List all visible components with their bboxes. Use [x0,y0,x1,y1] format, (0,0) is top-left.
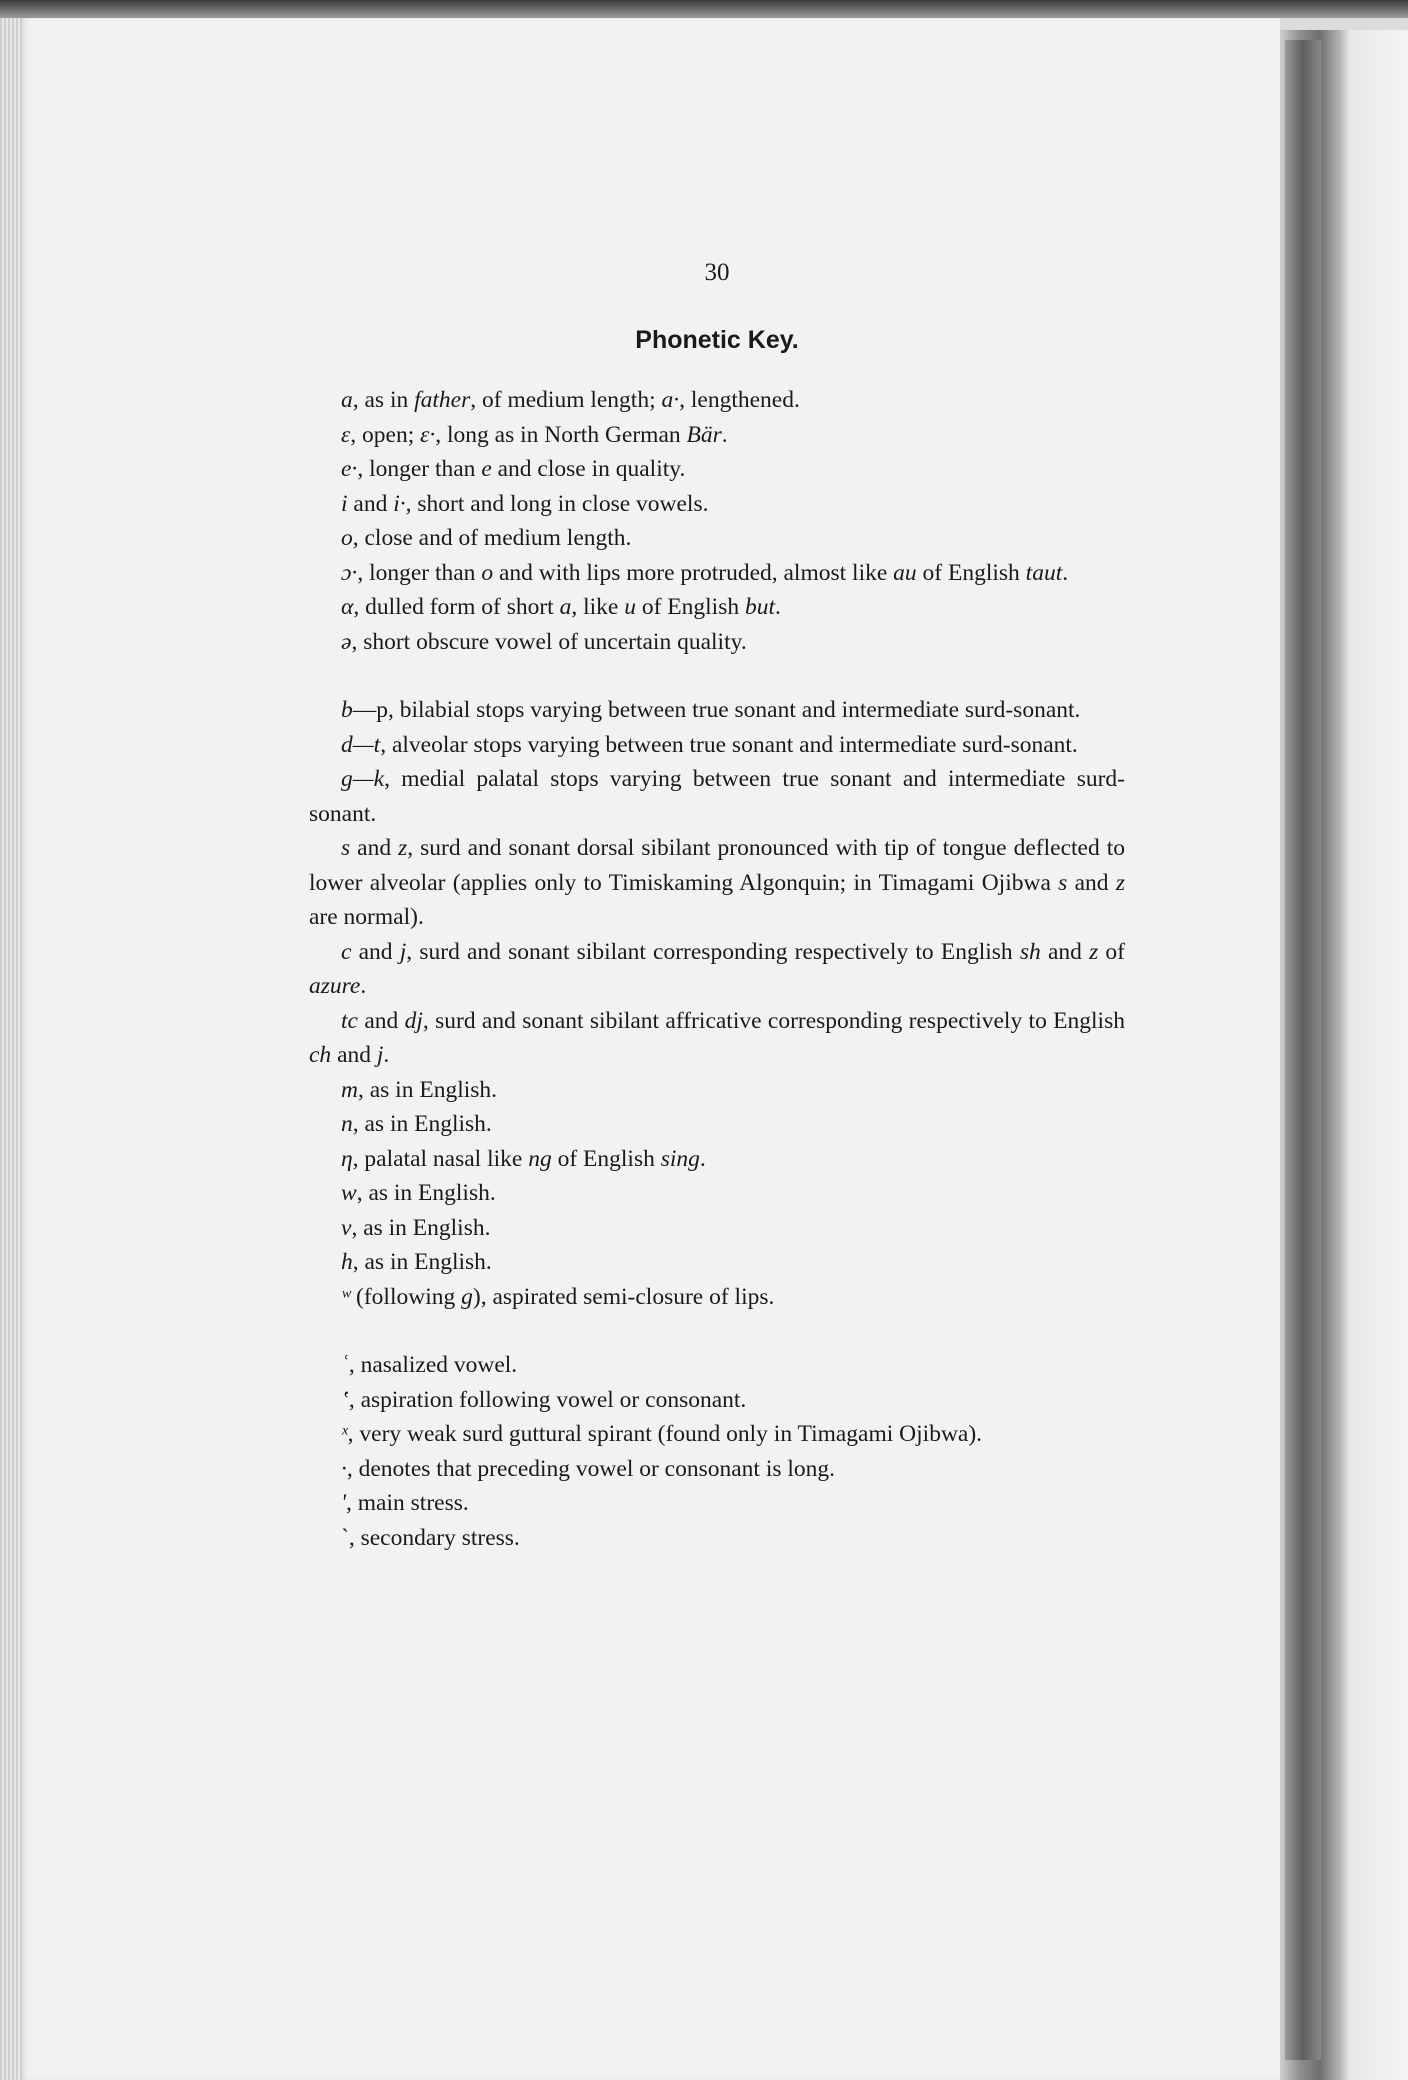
description-text: . [699,1145,706,1172]
description-text: and [351,938,400,965]
description-text: of English [635,594,745,620]
description-text: —p, bilabial stops varying between true sonant and intermediate surd-sonant. [352,697,1081,723]
section-gap [309,1314,1125,1348]
example-text: j [399,938,407,965]
example-text: a [559,594,572,620]
phonetic-symbol: n [341,1111,353,1137]
description-text: , aspiration following vowel or consonant. [348,1386,747,1413]
phonetic-symbol: a [341,387,353,413]
phonetic-symbol: ʿ [341,1352,349,1378]
phonetic-entry [309,418,1125,453]
example-text: ch [309,1042,332,1068]
description-text: , as in English. [357,1076,498,1103]
phonetic-entry [309,1348,1125,1383]
phonetic-symbol: ɔ· [341,559,358,586]
phonetic-entry [309,1004,1125,1073]
description-text: , longer than [357,456,482,482]
description-text: . [360,973,367,999]
description-text: , surd and sonant sibilant corresponding respectively to English [406,938,1020,965]
phonetic-entry [309,1245,1125,1280]
phonetic-entry [309,1142,1125,1177]
phonetic-symbol: b [341,697,353,723]
description-text: , secondary stress. [348,1524,520,1551]
description-text: , denotes that preceding vowel or consonant is long. [346,1455,836,1482]
description-text: , nasalized vowel. [348,1352,518,1378]
phonetic-symbol: ʹ [341,1490,347,1516]
description-text: , of medium length; [470,387,662,413]
phonetic-key-list [309,383,1125,1555]
example-text: father [414,387,471,413]
phonetic-symbol: o [341,525,353,551]
example-text: but [744,594,776,620]
example-text: Bär [686,421,722,448]
description-text: , alveolar stops varying between true sonant and intermediate surd-sonant. [380,731,1078,758]
phonetic-entry [309,935,1125,1004]
phonetic-symbol: i [341,490,348,517]
description-text: and [350,835,399,861]
example-text: o [481,559,494,586]
phonetic-symbol: ʽ [341,1386,349,1413]
phonetic-symbol: ə [341,628,352,655]
description-text: , as in English. [352,1111,492,1137]
description-text: , close and of medium length. [352,525,632,551]
description-text: , like [571,594,625,620]
example-text: g [461,1283,473,1310]
phonetic-entry [309,1521,1125,1556]
phonetic-symbol: ɛ [341,421,351,448]
phonetic-symbol: m [341,1076,358,1103]
description-text: , very weak surd guttural spirant (found only in Timagami Ojibwa). [347,1421,983,1447]
description-text: , short and long in close vowels. [405,490,709,517]
description-text: , palatal nasal like [352,1145,529,1172]
description-text: , as in English. [351,1214,491,1241]
phonetic-symbol: w [341,1180,357,1206]
phonetic-entry [309,1107,1125,1142]
description-text: and [331,1042,377,1068]
phonetic-entry [309,1417,1125,1452]
description-text: , short obscure vowel of uncertain quality. [351,628,747,655]
spine-shadow [1285,40,1321,2060]
example-text: dj [404,1007,423,1034]
phonetic-symbol: · [341,1455,347,1482]
description-text: and [357,1007,405,1034]
phonetic-entry [309,1211,1125,1246]
description-text: of English [916,559,1026,586]
phonetic-entry [309,1073,1125,1108]
description-text: . [383,1042,390,1068]
phonetic-entry [309,1452,1125,1487]
description-text: (following [350,1283,462,1310]
example-text: azure [309,973,361,999]
description-text: , long as in North German [435,421,687,448]
description-text: . [775,594,781,620]
scan-top-edge [0,0,1408,18]
description-text: and close in quality. [491,456,686,482]
example-text: ɛ· [420,421,436,448]
phonetic-symbol: e· [341,456,358,482]
example-text: z [1089,938,1099,965]
phonetic-symbol: tc [341,1007,358,1034]
description-text: , as in English. [352,1249,492,1275]
example-text: j [376,1042,384,1068]
description-text: and with lips more protruded, almost like [493,559,894,586]
example-text: ng [528,1145,552,1172]
section-gap [309,659,1125,693]
phonetic-symbol: v [341,1214,352,1241]
description-text: and [347,490,394,517]
description-text: and [1040,938,1090,965]
phonetic-entry [309,383,1125,418]
phonetic-symbol: ˋ [341,1524,349,1551]
example-text: a· [661,387,680,413]
example-text: s [1058,869,1068,896]
example-text: z [1115,869,1125,896]
description-text: are normal). [309,904,424,930]
page-number: 30 [704,259,730,286]
description-text: , open; [350,421,421,448]
phonetic-symbol: h [341,1249,353,1275]
phonetic-entry [309,693,1125,728]
example-text: e [481,456,492,482]
phonetic-entry [309,728,1125,763]
phonetic-entry [309,1486,1125,1521]
phonetic-entry [309,1383,1125,1418]
example-text: taut [1025,559,1063,586]
page-title: Phonetic Key. [635,326,799,354]
example-text: au [893,559,917,586]
phonetic-symbol: d—t [341,731,381,758]
description-text: . [721,421,728,448]
phonetic-symbol: ˣ [341,1421,348,1447]
description-text: , surd and sonant sibilant affricative corresponding respectively to English [422,1007,1125,1034]
example-text: sh [1019,938,1041,965]
phonetic-entry [309,556,1125,591]
phonetic-symbol: η [341,1145,353,1172]
description-text: of [1098,938,1125,965]
description-text: ), aspirated semi-closure of lips. [472,1283,775,1310]
description-text: , dulled form of short [353,594,560,620]
page-stack-edge [0,18,22,2080]
phonetic-entry [309,762,1125,831]
example-text: sing [660,1145,700,1172]
description-text: , longer than [357,559,482,586]
example-text: i· [393,490,406,517]
description-text: of English [551,1145,661,1172]
phonetic-symbol: ʷ [341,1283,351,1310]
description-text: , as in [352,387,415,413]
phonetic-entry [309,625,1125,660]
example-text: u [624,594,636,620]
phonetic-entry [309,831,1125,935]
phonetic-entry [309,1176,1125,1211]
description-text: and [1067,869,1116,896]
phonetic-entry [309,521,1125,556]
phonetic-symbol: g—k [341,766,385,792]
description-text: , medial palatal stops varying between true sonant and intermediate surd-sonant. [309,766,1125,827]
phonetic-symbol: s [341,835,351,861]
description-text: , lengthened. [679,387,800,413]
description-text: . [1062,559,1069,586]
description-text: , main stress. [346,1490,469,1516]
phonetic-entry [309,452,1125,487]
description-text: , as in English. [356,1180,496,1206]
phonetic-symbol: c [341,938,352,965]
phonetic-entry [309,1280,1125,1315]
example-text: z [398,835,408,861]
phonetic-symbol: α [341,594,354,620]
phonetic-entry [309,590,1125,625]
description-text: , surd and sonant dorsal sibilant pronounced with tip of tongue deflected to lower alveolar (applies only to Timiskaming Algonquin; in Timagami Ojibwa [309,835,1125,896]
phonetic-entry [309,487,1125,522]
